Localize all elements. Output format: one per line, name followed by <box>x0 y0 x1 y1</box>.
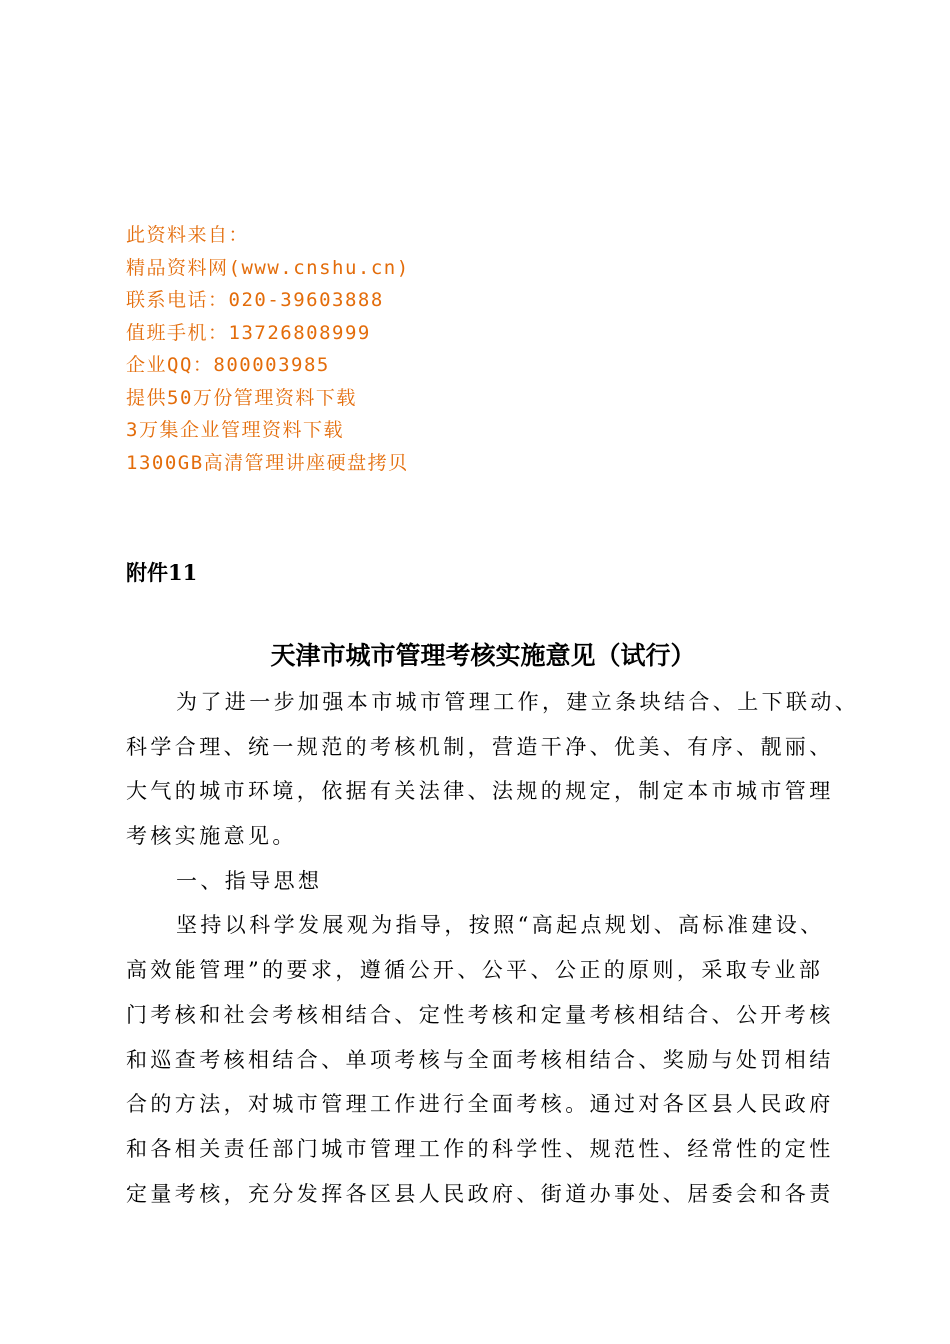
source-line-qq: 企业QQ：800003985 <box>126 354 330 376</box>
source-line-offer-3: 1300GB高清管理讲座硬盘拷贝 <box>126 451 409 474</box>
body-line: 门考核和社会考核相结合、定性考核和定量考核相结合、公开考核 <box>126 1002 834 1027</box>
body-line: 科学合理、统一规范的考核机制，营造干净、优美、有序、靓丽、 <box>126 734 834 759</box>
body-line: 和巡查考核相结合、单项考核与全面考核相结合、奖励与处罚相结 <box>126 1047 834 1072</box>
body-line: 考核实施意见。 <box>126 824 297 849</box>
body-line: 定量考核，充分发挥各区县人民政府、街道办事处、居委会和各责 <box>126 1181 834 1206</box>
document-title: 天津市城市管理考核实施意见（试行） <box>270 641 696 670</box>
source-line-offer-2: 3万集企业管理资料下载 <box>126 419 344 441</box>
body-line: 和各相关责任部门城市管理工作的科学性、规范性、经常性的定性 <box>126 1136 834 1161</box>
source-line-from: 此资料来自： <box>126 224 250 246</box>
body-line: 合的方法，对城市管理工作进行全面考核。通过对各区县人民政府 <box>126 1092 834 1117</box>
source-line-website: 精品资料网(www.cnshu.cn) <box>126 256 410 279</box>
body-line: 大气的城市环境，依据有关法律、法规的规定，制定本市城市管理 <box>126 779 834 804</box>
body-line: 坚持以科学发展观为指导，按照“高起点规划、高标准建设、 <box>176 913 825 938</box>
attachment-label: 附件11 <box>126 560 198 585</box>
section-heading: 一、指导思想 <box>176 868 323 893</box>
source-info-block <box>126 219 626 479</box>
source-line-offer-1: 提供50万份管理资料下载 <box>126 386 357 409</box>
body-line: 为了进一步加强本市城市管理工作，建立条块结合、上下联动、 <box>176 690 860 714</box>
source-line-mobile: 值班手机：13726808999 <box>126 321 371 344</box>
document-body <box>126 680 860 1216</box>
source-line-phone: 联系电话：020-39603888 <box>126 289 384 311</box>
body-line: 高效能管理”的要求，遵循公开、公平、公正的原则，采取专业部 <box>126 958 824 983</box>
